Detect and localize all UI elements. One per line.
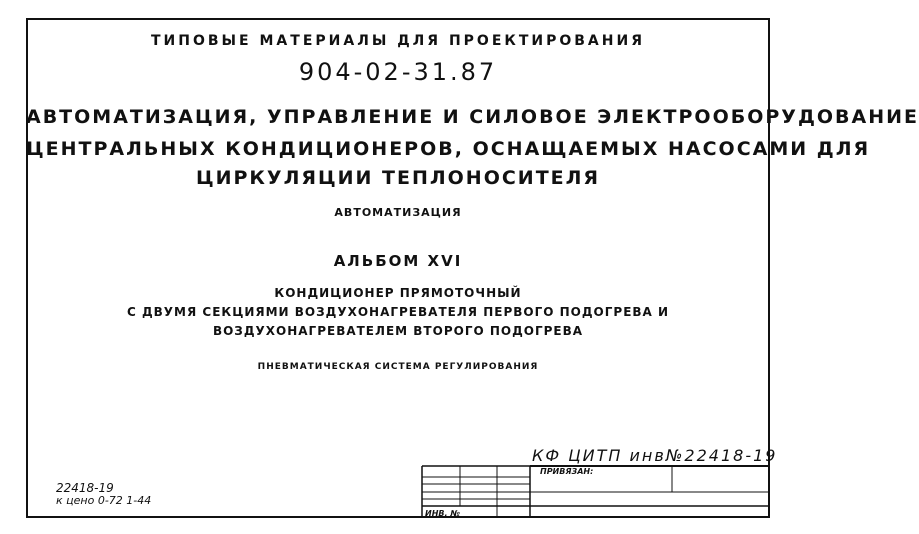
handwritten-inventory-stamp: КФ ЦИТП инв№22418-19 (532, 446, 778, 465)
system-heading: ПНЕВМАТИЧЕСКАЯ СИСТЕМА РЕГУЛИРОВАНИЯ (257, 362, 539, 372)
description-line-1: КОНДИЦИОНЕР ПРЯМОТОЧНЫЙ (274, 286, 522, 300)
title-line-2: ЦЕНТРАЛЬНЫХ КОНДИЦИОНЕРОВ, ОСНАЩАЕМЫХ НАСОСАМИ ДЛЯ (26, 138, 871, 160)
title-line-1: АВТОМАТИЗАЦИЯ, УПРАВЛЕНИЕ И СИЛОВОЕ ЭЛЕКТРООБОРУДОВАНИЕ (26, 106, 919, 128)
series-heading: ТИПОВЫЕ МАТЕРИАЛЫ ДЛЯ ПРОЕКТИРОВАНИЯ (151, 33, 645, 49)
description-line-3: ВОЗДУХОНАГРЕВАТЕЛЕМ ВТОРОГО ПОДОГРЕВА (212, 324, 584, 338)
margin-number: 22418-19 (56, 481, 114, 495)
section-heading: АВТОМАТИЗАЦИЯ (334, 206, 462, 219)
inventory-number-label: ИНВ. № (425, 509, 460, 518)
description-line-2: С ДВУМЯ СЕКЦИЯМИ ВОЗДУХОНАГРЕВАТЕЛЯ ПЕРВОГО ПОДОГРЕВА И (126, 305, 670, 319)
document-code: 904-02-31.87 (298, 58, 498, 86)
title-line-3: ЦИРКУЛЯЦИИ ТЕПЛОНОСИТЕЛЯ (195, 167, 601, 189)
margin-note: к цено 0-72 1-44 (56, 494, 152, 507)
privyazan-label: ПРИВЯЗАН: (540, 467, 594, 476)
album-heading: АЛЬБОМ XVI (333, 252, 463, 270)
